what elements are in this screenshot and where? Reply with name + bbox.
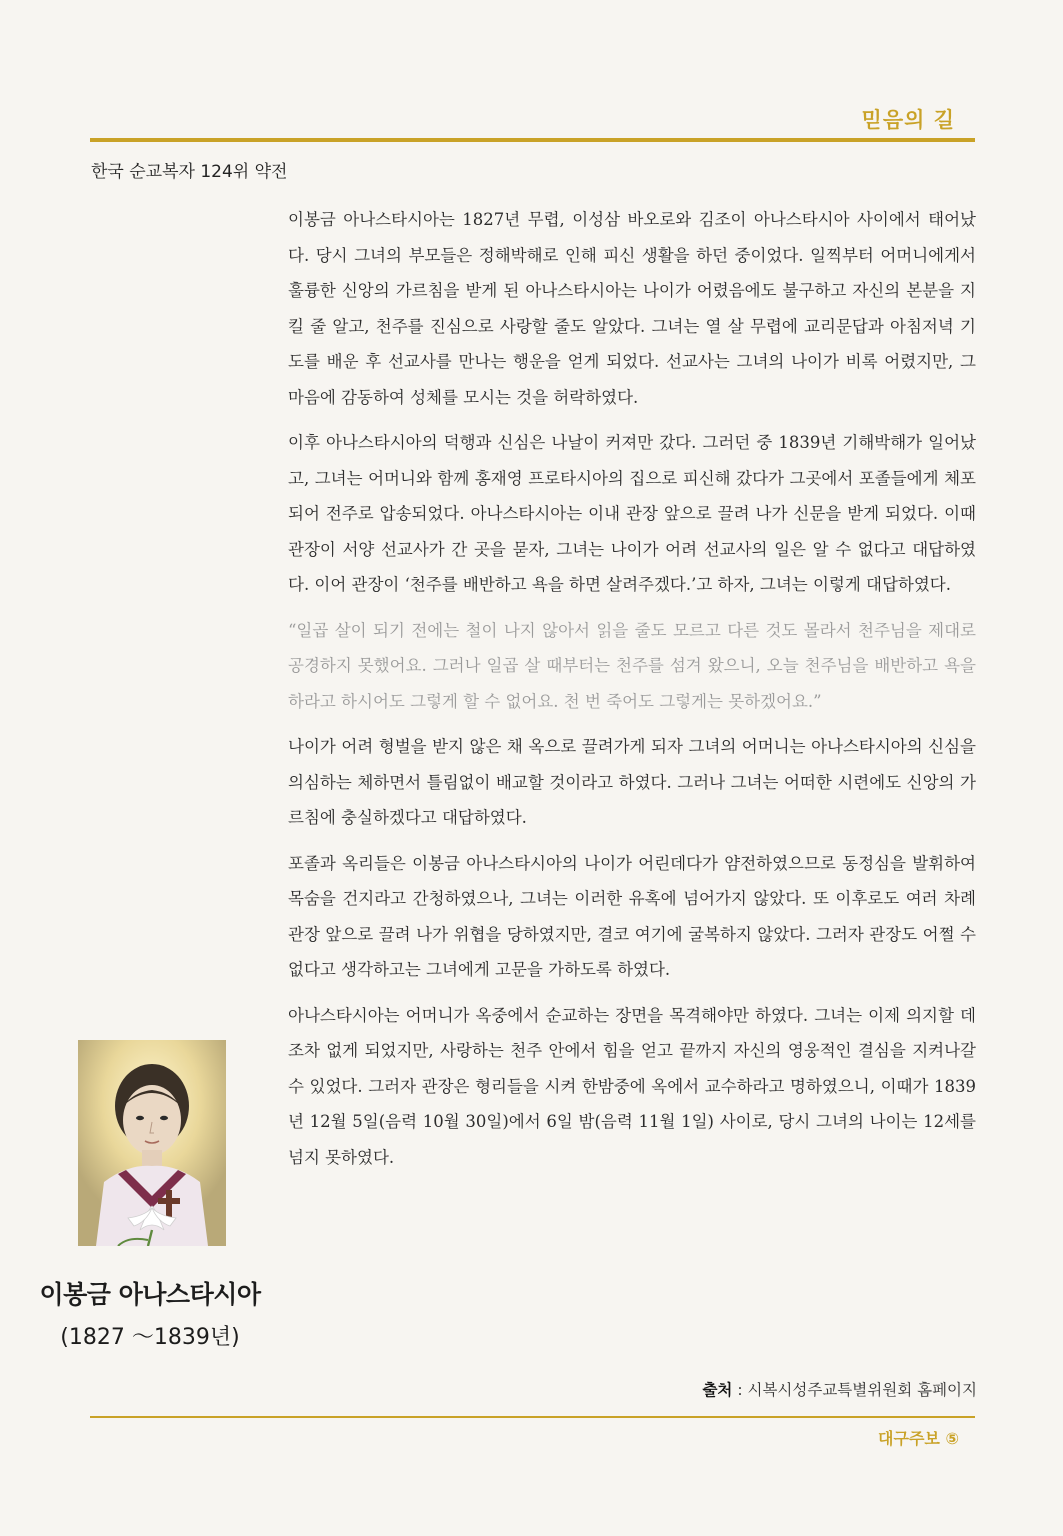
saint-name: 이봉금 아나스타시아 — [39, 1280, 261, 1309]
paragraph-5: 포졸과 옥리들은 이봉금 아나스타시아의 나이가 어린데다가 얌전하였으므로 동정심을 발휘하여 목숨을 건지라고 간청하였으나, 그녀는 이러한 유혹에 넘어가지 않았다. 또 이후로도 여러 차례 관장 앞으로 끌려 나가 위협을 당하였지만, 결코 여기에 굴복하지 않았다. 그러자 관장도 어쩔 수 없다고 생각하고는 그녀에게 고문을 가하도록 하였다. — [288, 853, 976, 979]
source-separator: : — [732, 1381, 748, 1399]
source-text: 시복시성주교특별위원회 홈페이지 — [747, 1381, 977, 1399]
header-rule — [90, 138, 975, 142]
quote-paragraph: “일곱 살이 되기 전에는 철이 나지 않아서 읽을 줄도 모르고 다른 것도 몰라서 천주님을 제대로 공경하지 못했어요. 그러나 일곱 살 때부터는 천주를 섬겨 왔으니, 오늘 천주님을 배반하고 욕을 하라고 하시어도 그렇게 할 수 없어요. 천 번 죽어도 그렇게는 못하겠어요.” — [288, 620, 976, 711]
page-footer: 대구주보 ⑤ — [878, 1429, 959, 1448]
paragraph-1: 이봉금 아나스타시아는 1827년 무렵, 이성삼 바오로와 김조이 아나스타시아 사이에서 태어났다. 당시 그녀의 부모들은 정해박해로 인해 피신 생활을 하던 중이었다. 일찍부터 어머니에게서 훌륭한 신앙의 가르침을 받게 된 아나스타시아는 나이가 어렸음에도 불구하고 자신의 본분을 지킬 줄 알고, 천주를 진심으로 사랑할 줄도 알았다. 그녀는 열 살 무렵에 교리문답과 아침저녁 기도를 배운 후 선교사를 만나는 행운을 얻게 되었다. 선교사는 그녀의 나이가 비록 어렸지만, 그 마음에 감동하여 성체를 모시는 것을 허락하였다. — [288, 210, 976, 407]
footer-rule — [90, 1416, 975, 1418]
paragraph-4: 나이가 어려 형벌을 받지 않은 채 옥으로 끌려가게 되자 그녀의 어머니는 아나스타시아의 신심을 의심하는 체하면서 틀림없이 배교할 것이라고 하였다. 그러나 그녀는 어떠한 시련에도 신앙의 가르침에 충실하겠다고 대답하였다. — [288, 737, 976, 827]
saint-portrait — [78, 1040, 226, 1246]
article-body — [288, 202, 976, 1185]
section-label: 믿음의 길 — [861, 108, 955, 132]
source-label: 출처 — [702, 1381, 733, 1399]
series-subtitle: 한국 순교복자 124위 약전 — [91, 162, 288, 182]
paragraph-6: 아나스타시아는 어머니가 옥중에서 순교하는 장면을 목격해야만 하였다. 그녀는 이제 의지할 데조차 없게 되었지만, 사랑하는 천주 안에서 힘을 얻고 끝까지 자신의 영웅적인 결심을 지켜나갈 수 있었다. 그러자 관장은 형리들을 시켜 한밤중에 옥에서 교수하라고 명하였으니, 이때가 1839년 12월 5일(음력 10월 30일)에서 6일 밤(음력 11월 1일) 사이로, 당시 그녀의 나이는 12세를 넘지 못하였다. — [288, 1005, 976, 1167]
portrait-illustration — [78, 1040, 226, 1246]
source-credit — [702, 1378, 977, 1400]
saint-years: (1827 ～1839년) — [60, 1325, 240, 1350]
paragraph-2: 이후 아나스타시아의 덕행과 신심은 나날이 커져만 갔다. 그러던 중 1839년 기해박해가 일어났고, 그녀는 어머니와 함께 홍재영 프로타시아의 집으로 피신해 갔다가 그곳에서 포졸들에게 체포되어 전주로 압송되었다. 아나스타시아는 이내 관장 앞으로 끌려 나가 신문을 받게 되었다. 이때 관장이 서양 선교사가 간 곳을 묻자, 그녀는 나이가 어려 선교사의 일은 알 수 없다고 대답하였다. 이어 관장이 ‘천주를 배반하고 욕을 하면 살려주겠다.’고 하자, 그녀는 이렇게 대답하였다. — [288, 433, 976, 594]
